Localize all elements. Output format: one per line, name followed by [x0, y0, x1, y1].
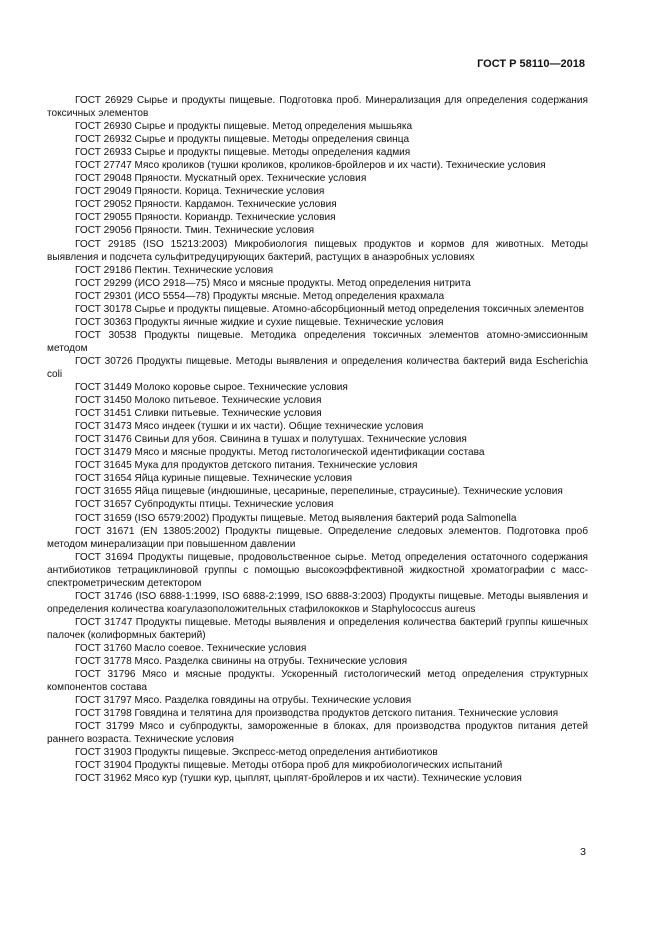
- standard-reference: ГОСТ 31451 Сливки питьевые. Технические условия: [75, 408, 322, 420]
- document-id-header: ГОСТ Р 58110—2018: [477, 58, 585, 70]
- standard-reference: ГОСТ 30726 Продукты пищевые. Методы выявления и определения количества бактерий вида Escherichia coli: [47, 355, 588, 380]
- standard-reference: ГОСТ 31694 Продукты пищевые, продовольственное сырье. Метод определения остаточного содержания антибиотиков тетрациклиновой группы с помощью высокоэффективной жидкостной хроматографии с масс-спектрометрическим детектором: [47, 551, 588, 589]
- standard-reference: ГОСТ 29052 Пряности. Кардамон. Технические условия: [75, 199, 337, 211]
- standard-reference: ГОСТ 31798 Говядина и телятина для производства продуктов детского питания. Технические условия: [75, 708, 559, 720]
- standard-reference: ГОСТ 31645 Мука для продуктов детского питания. Технические условия: [75, 460, 418, 472]
- standard-reference: ГОСТ 26929 Сырье и продукты пищевые. Подготовка проб. Минерализация для определения содержания токсичных элементов: [47, 95, 588, 120]
- standard-reference: ГОСТ 31760 Масло соевое. Технические условия: [75, 642, 307, 654]
- standard-reference: ГОСТ 29055 Пряности. Кориандр. Технические условия: [75, 212, 336, 224]
- standard-reference: ГОСТ 31479 Мясо и мясные продукты. Метод гистологической идентификации состава: [75, 447, 485, 459]
- standard-reference: ГОСТ 31778 Мясо. Разделка свинины на отрубы. Технические условия: [75, 656, 408, 668]
- page-number: 3: [580, 846, 586, 858]
- standard-reference: ГОСТ 31654 Яйца куриные пищевые. Технические условия: [75, 473, 353, 485]
- standard-reference: ГОСТ 31797 Мясо. Разделка говядины на отрубы. Технические условия: [75, 695, 412, 707]
- standard-reference: ГОСТ 31799 Мясо и субпродукты, замороженные в блоках, для производства продуктов питания детей раннего возраста. Технические условия: [47, 721, 588, 746]
- standard-reference: ГОСТ 30178 Сырье и продукты пищевые. Атомно-абсорбционный метод определения токсичных элементов: [75, 303, 585, 315]
- standard-reference: ГОСТ 29301 (ИСО 5554—78) Продукты мясные. Метод определения крахмала: [75, 290, 445, 302]
- standard-reference: ГОСТ 30538 Продукты пищевые. Методика определения токсичных элементов атомно-эмиссионным методом: [47, 329, 588, 354]
- standard-reference: ГОСТ 31671 (EN 13805:2002) Продукты пищевые. Определение следовых элементов. Подготовка проб методом минерализации при повышенном давлении: [47, 525, 588, 550]
- standard-reference: ГОСТ 31657 Субпродукты птицы. Технические условия: [75, 499, 334, 511]
- standard-reference: ГОСТ 29056 Пряности. Тмин. Технические условия: [75, 225, 315, 237]
- standards-list: [47, 94, 588, 785]
- standard-reference: ГОСТ 31746 (ISO 6888-1:1999, ISO 6888-2:1999, ISO 6888-3:2003) Продукты пищевые. Методы выявления и определения количества коагулазоположительных стафилококков и Staphylococcus aureus: [47, 590, 588, 615]
- standard-reference: ГОСТ 31655 Яйца пищевые (индюшиные, цесариные, перепелиные, страусиные). Технические условия: [75, 486, 563, 498]
- standard-reference: ГОСТ 31903 Продукты пищевые. Экспресс-метод определения антибиотиков: [75, 747, 438, 759]
- standard-reference: ГОСТ 31904 Продукты пищевые. Методы отбора проб для микробиологических испытаний: [75, 760, 503, 772]
- standard-reference: ГОСТ 30363 Продукты яичные жидкие и сухие пищевые. Технические условия: [75, 316, 444, 328]
- standard-reference: ГОСТ 26930 Сырье и продукты пищевые. Метод определения мышьяка: [75, 121, 413, 133]
- standard-reference: ГОСТ 31747 Продукты пищевые. Методы выявления и определения количества бактерий группы кишечных палочек (колиформных бактерий): [47, 616, 588, 641]
- standard-reference: ГОСТ 26932 Сырье и продукты пищевые. Методы определения свинца: [75, 134, 410, 146]
- standard-reference: ГОСТ 31449 Молоко коровье сырое. Технические условия: [75, 382, 348, 394]
- standard-reference: ГОСТ 31659 (ISO 6579:2002) Продукты пищевые. Метод выявления бактерий рода Salmonella: [75, 512, 517, 524]
- standard-reference: ГОСТ 29048 Пряности. Мускатный орех. Технические условия: [75, 173, 367, 185]
- standard-reference: ГОСТ 31473 Мясо индеек (тушки и их части). Общие технические условия: [75, 421, 424, 433]
- standard-reference: ГОСТ 29299 (ИСО 2918—75) Мясо и мясные продукты. Метод определения нитрита: [75, 277, 471, 289]
- standard-reference: ГОСТ 31796 Мясо и мясные продукты. Ускоренный гистологический метод определения структурных компонентов состава: [47, 669, 588, 694]
- standard-reference: ГОСТ 31476 Свиньи для убоя. Свинина в тушах и полутушах. Технические условия: [75, 434, 467, 446]
- standard-reference: ГОСТ 26933 Сырье и продукты пищевые. Методы определения кадмия: [75, 147, 411, 159]
- standard-reference: ГОСТ 31962 Мясо кур (тушки кур, цыплят, цыплят-бройлеров и их части). Технические условия: [75, 773, 522, 785]
- standard-reference: ГОСТ 31450 Молоко питьевое. Технические условия: [75, 395, 322, 407]
- standard-reference: ГОСТ 27747 Мясо кроликов (тушки кроликов, кроликов-бройлеров и их части). Технические условия: [75, 160, 546, 172]
- standard-reference: ГОСТ 29186 Пектин. Технические условия: [75, 264, 274, 276]
- standard-reference: ГОСТ 29185 (ISO 15213:2003) Микробиология пищевых продуктов и кормов для животных. Методы выявления и подсчета сульфитредуцирующих бактерий, растущих в анаэробных условиях: [47, 238, 588, 263]
- standard-reference: ГОСТ 29049 Пряности. Корица. Технические условия: [75, 186, 325, 198]
